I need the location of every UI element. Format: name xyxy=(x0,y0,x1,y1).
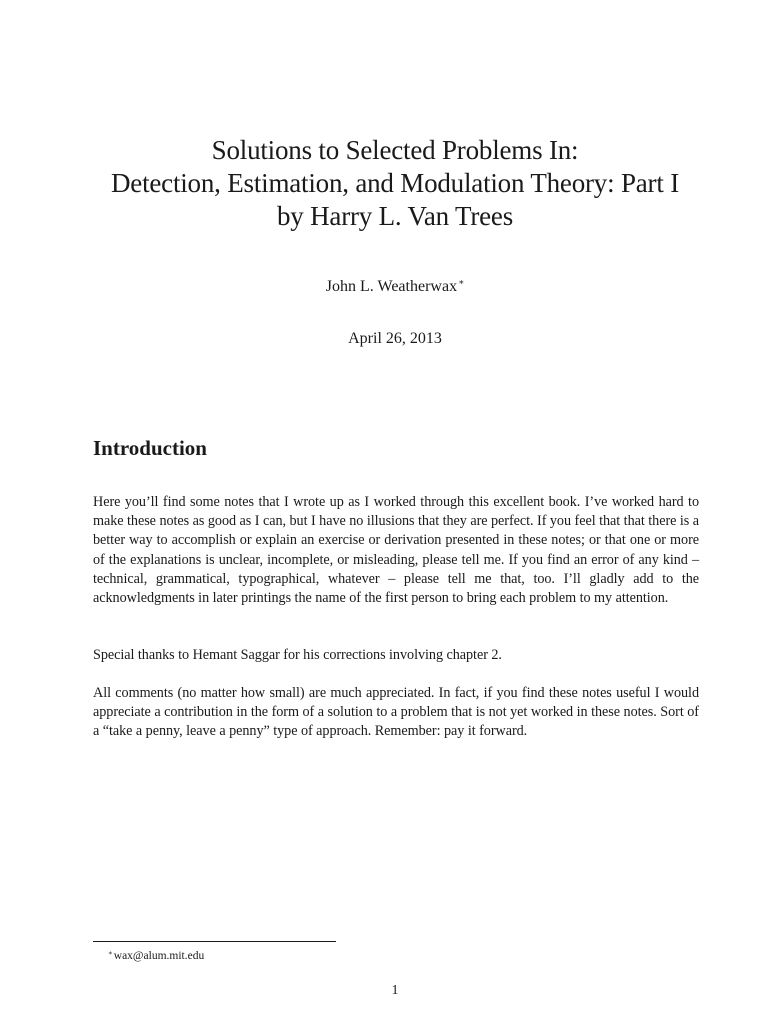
author-footnote-mark: ∗ xyxy=(458,277,465,287)
intro-paragraph: Special thanks to Hemant Saggar for his corrections involving chapter 2. xyxy=(93,647,502,663)
title-line: by Harry L. Van Trees xyxy=(276,201,514,231)
section-heading-introduction: Introduction xyxy=(93,436,207,460)
document-title xyxy=(0,134,768,233)
footnote xyxy=(108,945,204,964)
footnote-email: wax@alum.mit.edu xyxy=(113,950,205,962)
author-line xyxy=(0,271,768,298)
page-number: 1 xyxy=(391,983,399,998)
author-name: John L. Weatherwax xyxy=(325,278,458,295)
footnote-rule xyxy=(93,941,336,942)
footnote-mark: ∗ xyxy=(108,949,113,957)
intro-paragraph: All comments (no matter how small) are much appreciated. In fact, if you find these notes useful I would appreciate a contribution in the form of a solution to a problem that is not yet worked in these notes. Sort of a “take a penny, leave a penny” type of approach. Remember: pay it forward. xyxy=(93,685,699,740)
intro-paragraph: Here you’ll find some notes that I wrote up as I worked through this excellent book. I’ve worked hard to make these notes as good as I can, but I have no illusions that they are perfect. If you feel that that there is a better way to accomplish or explain an exercise or derivation presented in these notes; or that one or more of the explanations is unclear, incomplete, or misleading, please tell me. If you find an error of any kind – technical, grammatical, typographical, whatever – please tell me that, too. I’ll gladly add to the acknowledgments in later printings the name of the first person to bring each problem to my attention. xyxy=(93,494,699,607)
title-line: Solutions to Selected Problems In: xyxy=(211,135,579,165)
document-date: April 26, 2013 xyxy=(348,330,442,347)
title-line: Detection, Estimation, and Modulation Theory: Part I xyxy=(111,168,679,198)
